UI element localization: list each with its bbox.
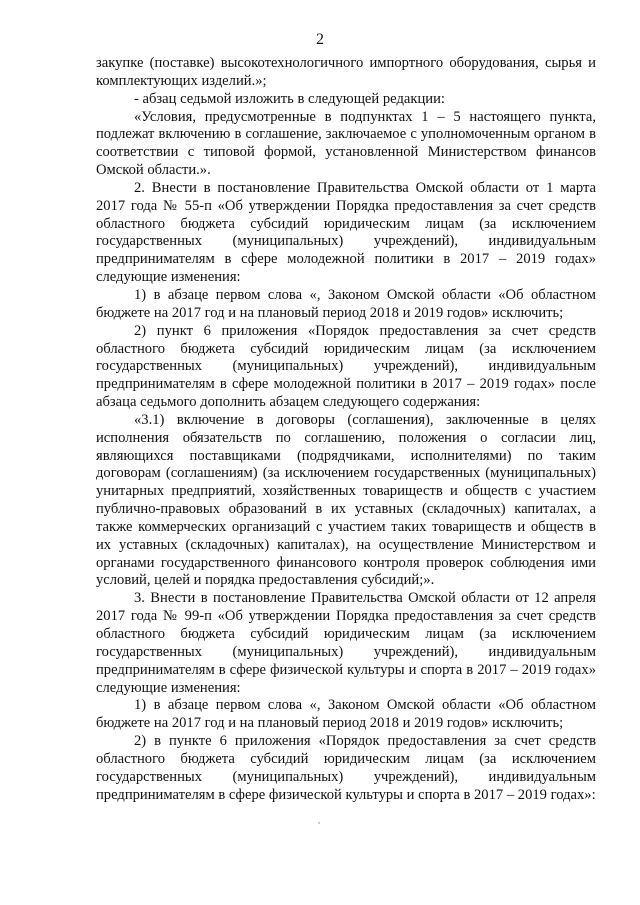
paragraph-section-3-item-2: 2) в пункте 6 приложения «Порядок предоставления за счет средств областного бюджета субсидий юридическим лицам (за исключением государственных (муниципальных) учреждений), индивидуальным предпринимателям в сфере физической культуры и спорта в 2017 – 2019 годах»: xyxy=(96,733,596,803)
scan-speck xyxy=(318,822,320,824)
paragraph-item: - абзац седьмой изложить в следующей редакции: xyxy=(134,90,445,107)
paragraph-continuation: закупке (поставке) высокотехнологичного импортного оборудования, сырья и комплектующих изделий.»; xyxy=(96,55,596,89)
page-number: 2 xyxy=(316,31,324,48)
paragraph-section-2-item-2: 2) пункт 6 приложения «Порядок предоставления за счет средств областного бюджета субсидий юридическим лицам (за исключением государственных (муниципальных) учреждений), индивидуальным предпринимателям в сфере молодежной политики в 2017 – 2019 годах» после абзаца седьмого дополнить абзацем следующего содержания: xyxy=(96,322,596,411)
paragraph-quote-conditions: «Условия, предусмотренные в подпунктах 1 – 5 настоящего пункта, подлежат включению в соглашение, заключаемое с уполномоченным органом в соответствии с типовой формой, установленной Министерством финансов Омской области.». xyxy=(96,108,596,179)
document-body xyxy=(96,55,596,804)
paragraph-section-3: 3. Внести в постановление Правительства Омской области от 12 апреля 2017 года № 99-п «Об утверждении Порядка предоставления за счет средств областного бюджета субсидий юридическим лицам (за исключением государственных (муниципальных) учреждений), индивидуальным предпринимателям в сфере физической культуры и спорта в 2017 – 2019 годах» следующие изменения: xyxy=(96,590,596,696)
paragraph-section-2-item-1: 1) в абзаце первом слова «, Законом Омской области «Об областном бюджете на 2017 год и на плановый период 2018 и 2019 годов» исключить; xyxy=(96,286,596,321)
paragraph-section-2: 2. Внести в постановление Правительства Омской области от 1 марта 2017 года № 55-п «Об утверждении Порядка предоставления за счет средств областного бюджета субсидий юридическим лицам (за исключением государственных (муниципальных) учреждений), индивидуальным предпринимателям в сфере молодежной политики в 2017 – 2019 годах» следующие изменения: xyxy=(96,179,596,286)
paragraph-section-3-item-1: 1) в абзаце первом слова «, Законом Омской области «Об областном бюджете на 2017 год и на плановый период 2018 и 2019 годов» исключить; xyxy=(96,697,596,732)
paragraph-quote-3-1: «3.1) включение в договоры (соглашения), заключенные в целях исполнения обязательств по соглашению, положения о согласии лиц, являющихся поставщиками (подрядчиками, исполнителями) по таким договорам (соглашениям) (за исключением государственных (муниципальных) унитарных предприятий, хозяйственных товариществ и обществ с участием публично-правовых образований в их уставных (складочных) капиталах, а также коммерческих организаций с участием таких товариществ и обществ в их уставных (складочных) капиталах), на осуществление Министерством и органами государственного финансового контроля проверок соблюдения ими условий, целей и порядка предоставления субсидий;». xyxy=(96,411,596,589)
